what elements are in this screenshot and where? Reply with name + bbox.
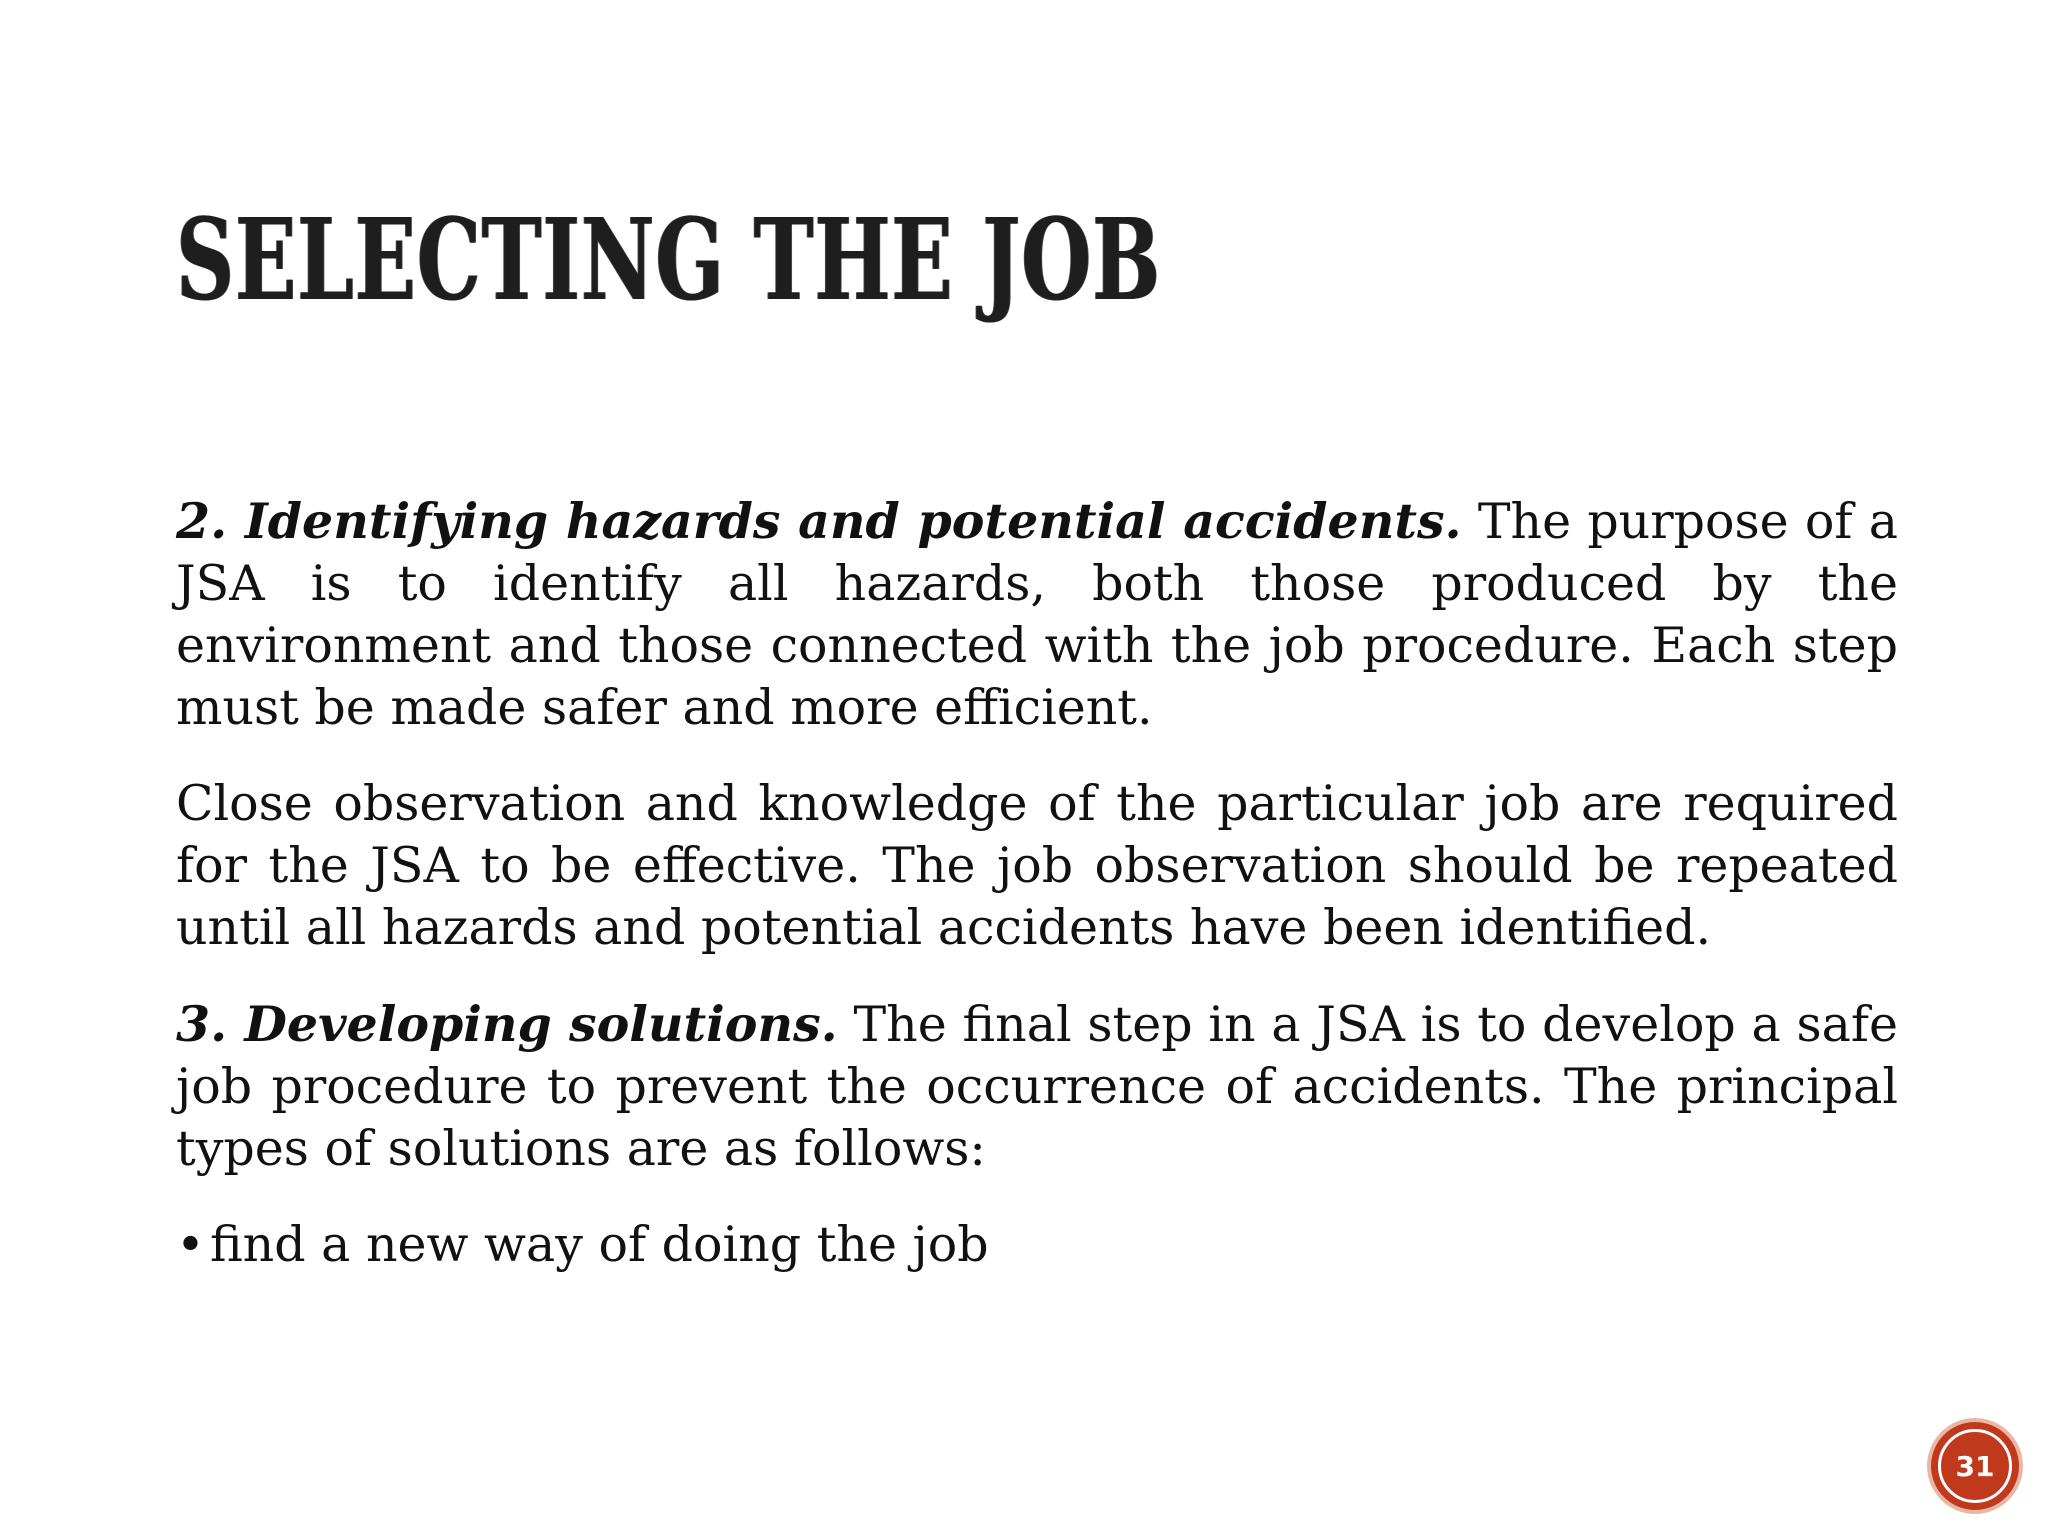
paragraph-close-observation [176,773,1898,959]
paragraph-text: The purpose of a JSA is to identify all hazards, both those produced by the environment and those connected with the job procedure. Each step must be made safer and more efficient. [176,493,1898,736]
solutions-list [176,1214,1898,1276]
page-number-badge [1931,1422,2019,1510]
paragraph-text: Close observation and knowledge of the particular job are required for the JSA to be effective. The job observation should be repeated until all hazards and potential accidents have been identified. [176,775,1898,956]
slide-body [176,490,1898,1276]
list-item [176,1214,1898,1276]
paragraph-lead: 2. Identifying hazards and potential accidents. [176,492,1462,550]
page-number: 31 [1938,1429,2012,1503]
paragraph-lead: 3. Developing solutions. [176,995,838,1053]
slide-title: SELECTING THE JOB [176,195,1161,326]
list-item-text: find a new way of doing the job [210,1216,989,1273]
paragraph-text: The final step in a JSA is to develop a safe job procedure to prevent the occurrence of accidents. The principal types of solutions are as follows: [176,996,1898,1177]
paragraph-developing-solutions [176,993,1898,1180]
paragraph-identifying-hazards [176,490,1898,739]
bullet-icon: • [176,1216,205,1273]
